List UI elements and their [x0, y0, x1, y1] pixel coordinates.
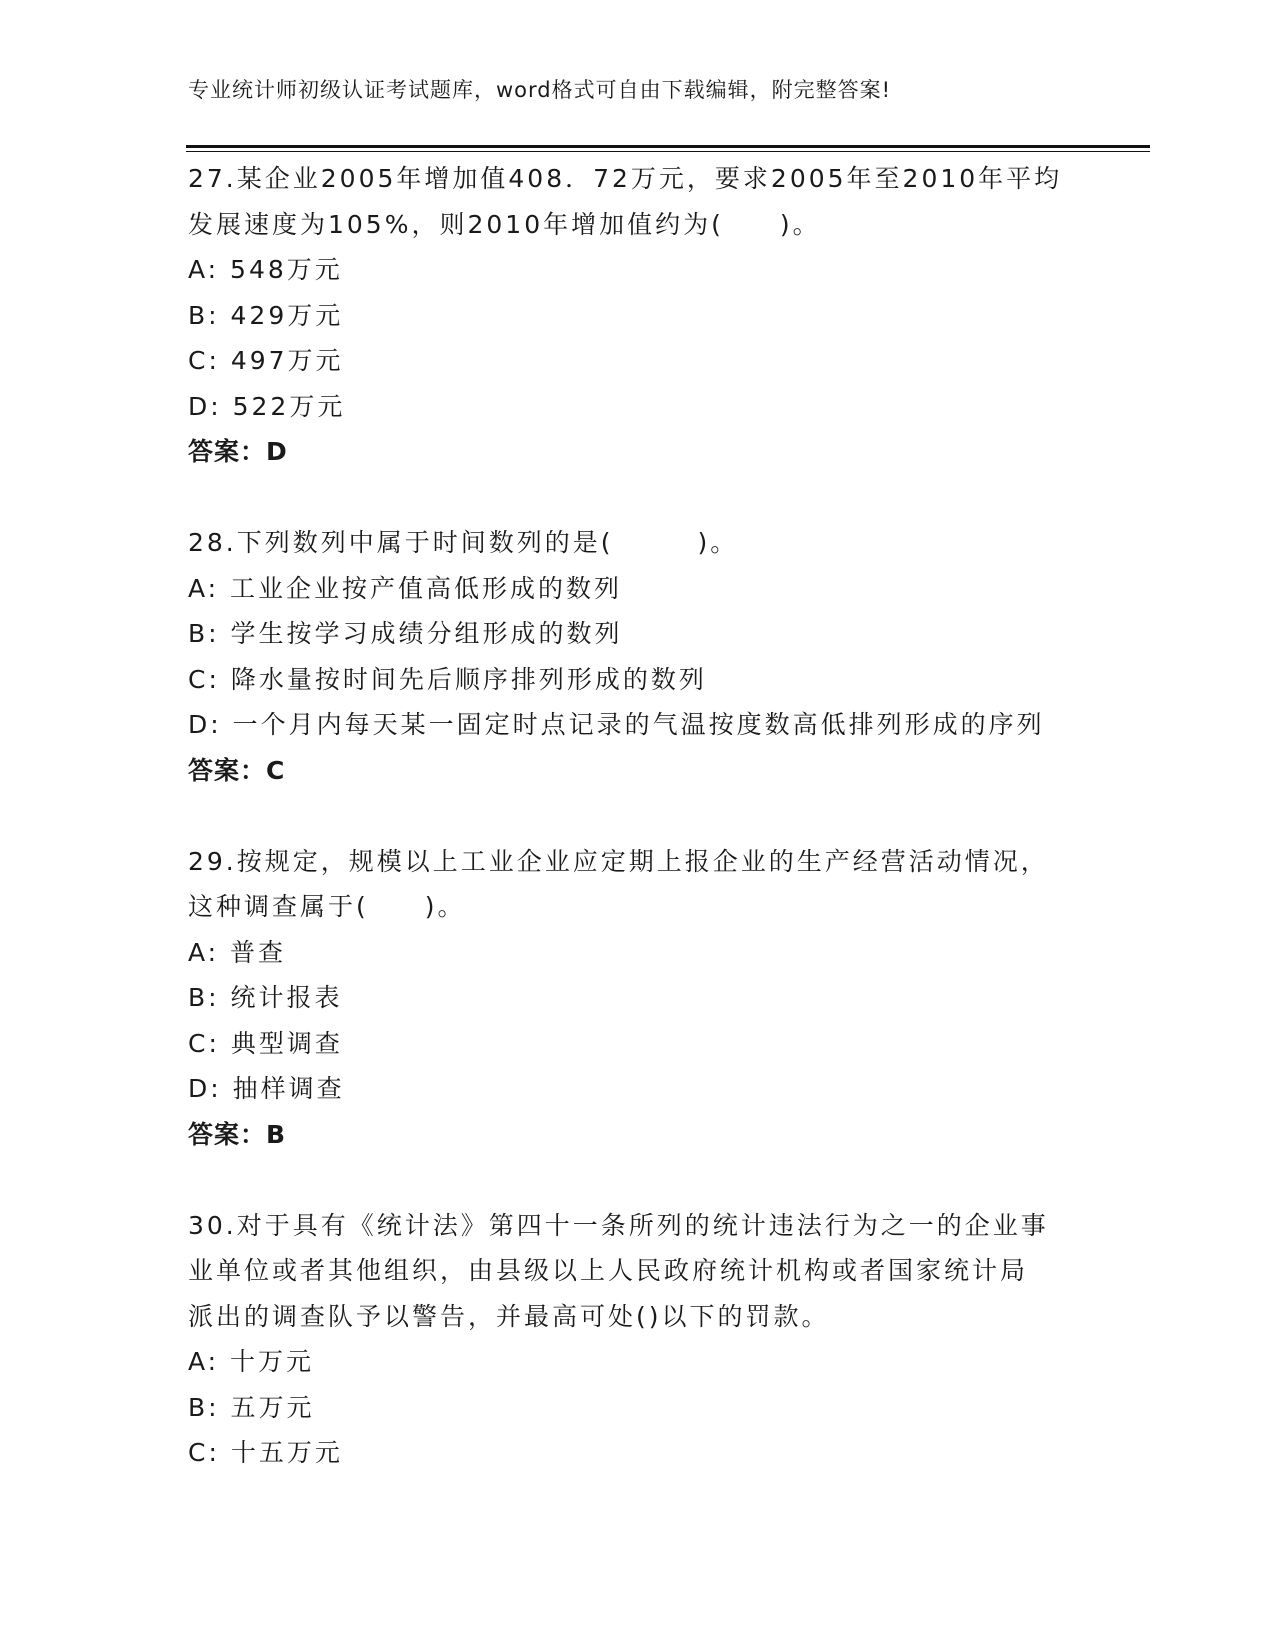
question-stem-line: 发展速度为105%，则2010年增加值约为( )。: [188, 209, 821, 239]
option-c: C: 降水量按时间先后顺序排列形成的数列: [188, 664, 707, 694]
page-header: 专业统计师初级认证考试题库，word格式可自由下载编辑，附完整答案!: [188, 78, 892, 102]
question-stem-line: 这种调查属于( )。: [188, 892, 466, 921]
option-c: C: 十五万元: [188, 1438, 343, 1467]
answer-line: 答案：B: [188, 1119, 287, 1149]
question-stem-line: 30.对于具有《统计法》第四十一条所列的统计违法行为之一的企业事: [188, 1210, 1049, 1240]
question-stem-line: 27.某企业2005年增加值408．72万元，要求2005年至2010年平均: [188, 164, 1063, 193]
spacer: [188, 475, 1088, 521]
answer-line: 答案：C: [188, 755, 286, 785]
answer-line: 答案：D: [188, 437, 288, 466]
option-a: A: 548万元: [188, 255, 343, 284]
option-c: C: 497万元: [188, 346, 344, 375]
question-27: [188, 156, 1088, 475]
question-29: [188, 839, 1088, 1158]
question-30: [188, 1203, 1088, 1476]
header-rule: [186, 145, 1150, 148]
option-d: D: 522万元: [188, 391, 346, 421]
option-d: D: 一个月内每天某一固定时点记录的气温按度数高低排列形成的序列: [188, 710, 1045, 739]
question-stem-line: 28.下列数列中属于时间数列的是( )。: [188, 528, 739, 557]
option-b: B: 429万元: [188, 300, 344, 330]
question-stem-line: 29.按规定，规模以上工业企业应定期上报企业的生产经营活动情况，: [188, 846, 1049, 876]
option-b: B: 统计报表: [188, 983, 343, 1012]
option-a: A: 十万元: [188, 1347, 315, 1376]
question-28: [188, 520, 1088, 793]
question-stem-line: 业单位或者其他组织，由县级以上人民政府统计机构或者国家统计局: [188, 1256, 1029, 1285]
header-rule-thin: [186, 151, 1150, 152]
option-a: A: 普查: [188, 937, 287, 967]
option-c: C: 典型调查: [188, 1028, 343, 1058]
option-b: B: 学生按学习成绩分组形成的数列: [188, 619, 623, 648]
option-b: B: 五万元: [188, 1392, 315, 1422]
question-stem-line: 派出的调查队予以警告，并最高可处()以下的罚款。: [188, 1301, 830, 1331]
spacer: [188, 1157, 1088, 1203]
option-a: A: 工业企业按产值高低形成的数列: [188, 573, 623, 603]
spacer: [188, 793, 1088, 839]
question-list: [188, 156, 1088, 1476]
option-d: D: 抽样调查: [188, 1074, 345, 1103]
